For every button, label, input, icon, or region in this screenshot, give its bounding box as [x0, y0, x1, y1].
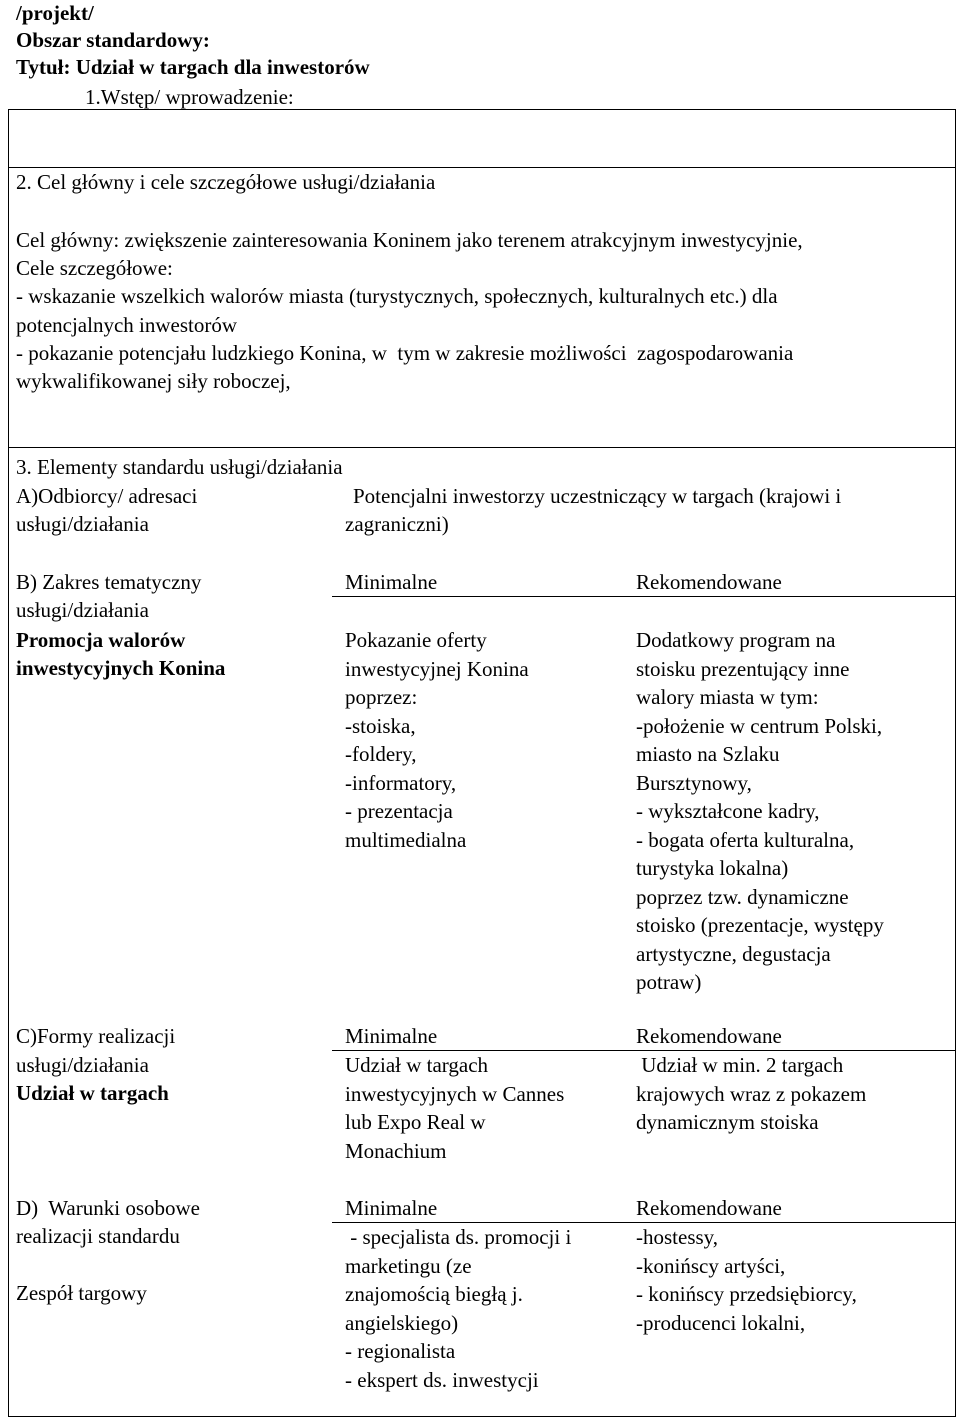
scope-rec-line: miasto na Szlaku [636, 742, 780, 766]
scope-min-header: Minimalne [345, 570, 438, 594]
intro-heading: 1.Wstęp/ wprowadzenie: [85, 85, 294, 109]
staff-team: Zespół targowy [16, 1281, 147, 1305]
scope-min-line: Pokazanie oferty [345, 628, 487, 652]
scope-rec-line: walory miasta w tym: [636, 685, 819, 709]
specific-goal-1-cont: potencjalnych inwestorów [16, 313, 238, 337]
forms-rec-line: dynamicznym stoiska [636, 1110, 819, 1134]
staff-rec-line: - konińscy przedsiębiorcy, [636, 1282, 857, 1306]
staff-min-line: marketingu (ze [345, 1253, 472, 1278]
table-border-left [8, 109, 9, 1417]
specific-goal-1: - wskazanie wszelkich walorów miasta (turystycznych, społecznych, kulturalnych etc.) dla [16, 284, 778, 308]
scope-topic-cont: inwestycyjnych Konina [16, 656, 226, 680]
scope-topic: Promocja walorów [16, 628, 186, 652]
specific-goals-label: Cele szczegółowe: [16, 256, 173, 280]
scope-rec-line: stoisko (prezentacje, występy [636, 913, 884, 937]
scope-min-line: -informatory, [345, 770, 457, 795]
table-border-bottom [8, 1416, 956, 1417]
staff-min-line: angielskiego) [345, 1310, 459, 1335]
staff-rec-line: -producenci lokalni, [636, 1310, 806, 1335]
staff-rec-header: Rekomendowane [636, 1196, 782, 1220]
forms-min-line: inwestycyjnych w Cannes [345, 1081, 565, 1106]
staff-label-cont: realizacji standardu [16, 1224, 180, 1248]
scope-min-line: -foldery, [345, 742, 417, 766]
section-2-heading: 2. Cel główny i cele szczegółowe usługi/działania [16, 170, 436, 194]
forms-rec-header: Rekomendowane [636, 1024, 782, 1048]
scope-label: B) Zakres tematyczny [16, 570, 202, 594]
staff-min-line: znajomością biegłą j. [345, 1282, 523, 1306]
scope-rec-line: turystyka lokalna) [636, 856, 789, 880]
table-border-top [8, 109, 956, 110]
forms-rec-line: krajowych wraz z pokazem [636, 1081, 867, 1106]
forms-topic: Udział w targach [16, 1081, 169, 1105]
table-divider-goals [8, 447, 956, 448]
forms-label: C)Formy realizacji [16, 1024, 176, 1048]
scope-min-line: -stoiska, [345, 713, 416, 738]
recipients-label: A)Odbiorcy/ adresaci [16, 484, 198, 508]
forms-min-line: lub Expo Real w [345, 1110, 486, 1134]
staff-min-line: - specjalista ds. promocji i [345, 1225, 572, 1249]
scope-rec-line: -położenie w centrum Polski, [636, 713, 883, 738]
staff-min-line: - ekspert ds. inwestycji [345, 1367, 539, 1392]
scope-min-line: multimedialna [345, 827, 467, 852]
specific-goal-2-cont: wykwalifikowanej siły roboczej, [16, 369, 291, 393]
staff-label: D) Warunki osobowe [16, 1196, 200, 1220]
scope-rec-line: artystyczne, degustacja [636, 941, 831, 966]
scope-rec-line: potraw) [636, 970, 702, 994]
scope-min-line: poprzez: [345, 685, 418, 709]
staff-min-line: - regionalista [345, 1339, 456, 1363]
scope-rec-line: poprzez tzw. dynamiczne [636, 884, 849, 909]
staff-min-header: Minimalne [345, 1196, 438, 1220]
forms-rec-line: Udział w min. 2 targach [636, 1053, 844, 1077]
recipients-value: Potencjalni inwestorzy uczestniczący w targach (krajowi i [353, 484, 842, 508]
staff-rec-line: -konińscy artyści, [636, 1253, 786, 1278]
table-border-right [955, 109, 956, 1417]
scope-rec-line: stoisku prezentujący inne [636, 656, 850, 681]
section-3-heading: 3. Elementy standardu usługi/działania [16, 455, 343, 479]
forms-min-header: Minimalne [345, 1024, 438, 1048]
forms-label-cont: usługi/działania [16, 1053, 149, 1077]
recipients-value-cont: zagraniczni) [345, 512, 449, 536]
project-label: /projekt/ [16, 1, 94, 25]
scope-rec-line: Bursztynowy, [636, 770, 752, 795]
specific-goal-2: - pokazanie potencjału ludzkiego Konina, w tym w zakresie możliwości zagospodarowania [16, 341, 794, 365]
scope-min-line: - prezentacja [345, 799, 453, 823]
scope-rec-header: Rekomendowane [636, 570, 782, 594]
forms-min-line: Udział w targach [345, 1053, 489, 1077]
scope-min-line: inwestycyjnej Konina [345, 656, 529, 681]
document-title: Tytuł: Udział w targach dla inwestorów [16, 55, 370, 79]
scope-rec-line: - wykształcone kadry, [636, 799, 820, 823]
scope-label-cont: usługi/działania [16, 598, 149, 622]
staff-rec-line: -hostessy, [636, 1225, 719, 1249]
recipients-label-cont: usługi/działania [16, 512, 149, 536]
scope-rec-line: Dodatkowy program na [636, 628, 836, 652]
standard-area-label: Obszar standardowy: [16, 28, 210, 52]
scope-rec-line: - bogata oferta kulturalna, [636, 827, 855, 852]
forms-min-line: Monachium [345, 1138, 447, 1163]
main-goal-text: Cel główny: zwiększenie zainteresowania Koninem jako terenem atrakcyjnym inwestycyjnie, [16, 228, 803, 252]
